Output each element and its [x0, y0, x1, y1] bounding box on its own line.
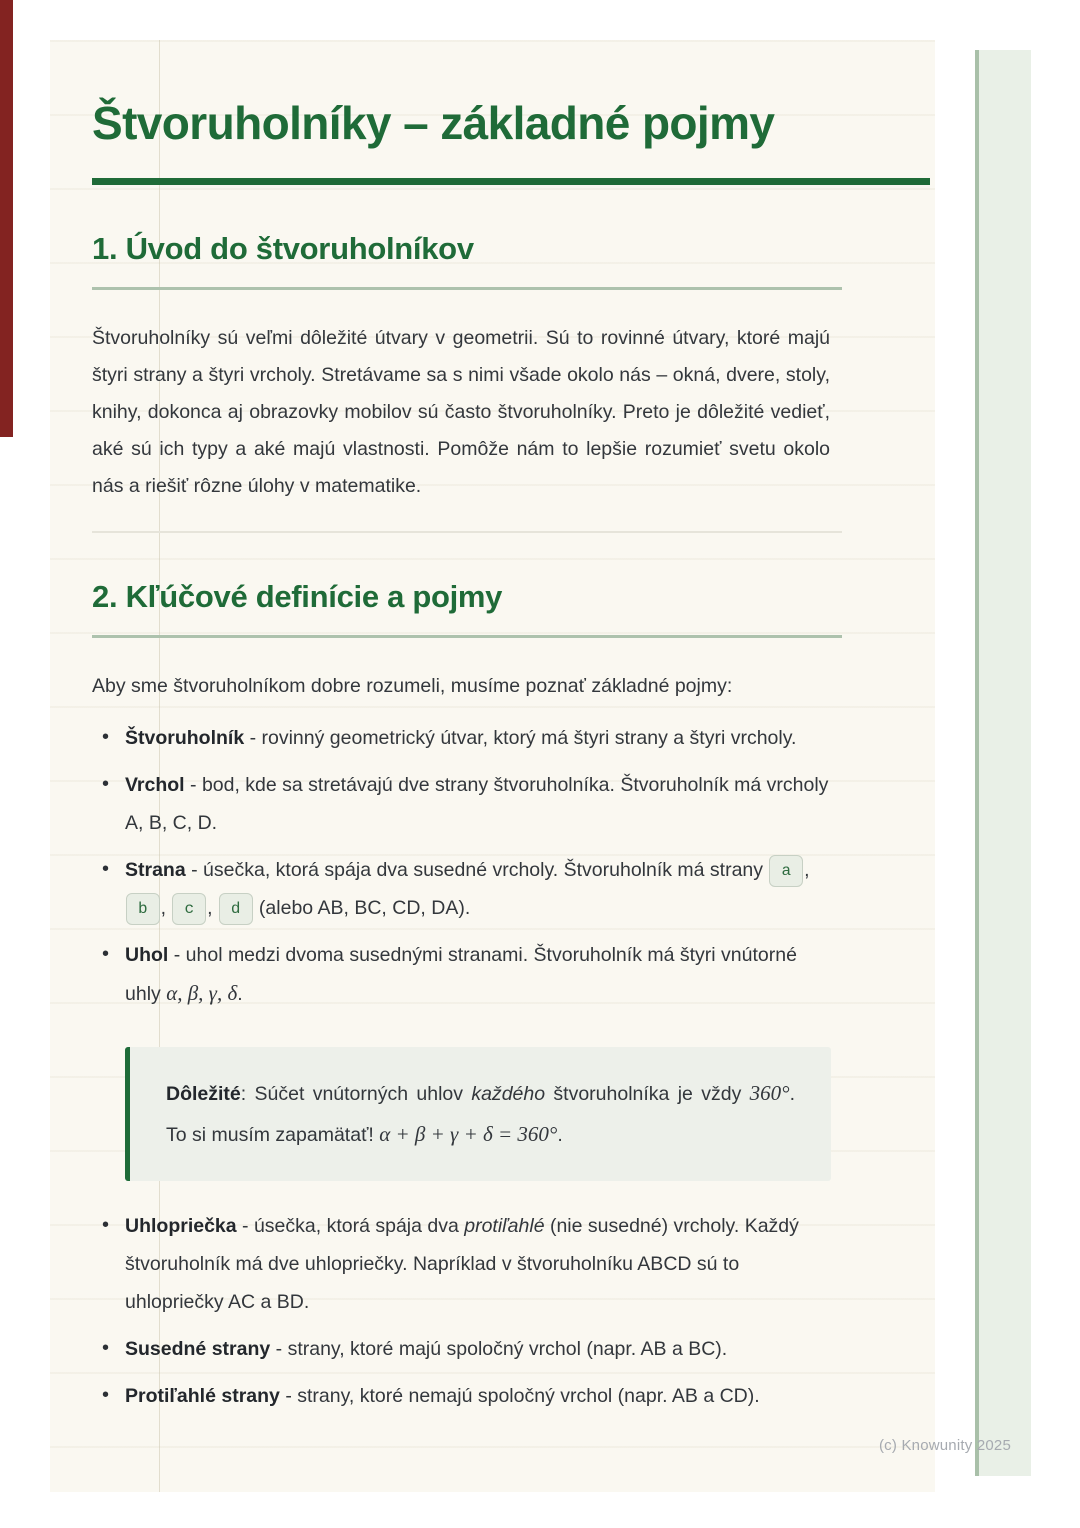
term-label: Strana — [125, 859, 186, 881]
title-rule — [92, 178, 930, 185]
list-item-susedne-strany — [92, 1330, 837, 1368]
term-label: Susedné strany — [125, 1338, 271, 1360]
term-label: Štvoruholník — [125, 727, 245, 749]
page-edge-strip — [975, 50, 1031, 1476]
list-item-uhlopriecka — [92, 1207, 837, 1321]
math-angle-sum-equation: α + β + γ + δ = 360° — [379, 1122, 558, 1146]
term-text: - úsečka, ktorá spája dva susedné vrcholy. Štvoruholník má strany — [185, 859, 764, 881]
bullet-icon: • — [102, 1337, 110, 1359]
section-2-heading: 2. Kľúčové definície a pojmy — [92, 579, 503, 614]
callout-emphasis: každého — [471, 1083, 546, 1105]
callout-text: štvoruholníka je vždy — [545, 1083, 750, 1105]
side-chip-b: b — [126, 893, 160, 925]
side-chip-a: a — [769, 855, 803, 887]
chip-separator: , — [160, 897, 167, 919]
section-1-paragraph: Štvoruholníky sú veľmi dôležité útvary v geometrii. Sú to rovinné útvary, ktoré majú štyri strany a štyri vrcholy. Stretávame sa s nimi všade okolo nás – okná, dvere, stoly, knihy, dokonca aj obrazovky mobilov sú často štvoruholníky. Preto je dôležité vedieť, aké sú ich typy a aké majú vlastnosti. Pomôže nám to lepšie rozumieť svetu okolo nás a riešiť rôzne úlohy v matematike. — [92, 327, 830, 497]
section-1-rule — [92, 287, 842, 290]
section-1-heading: 1. Úvod do štvoruholníkov — [92, 231, 474, 266]
term-text: - úsečka, ktorá spája dva — [236, 1215, 465, 1237]
callout-text: : Súčet vnútorných uhlov — [240, 1083, 472, 1105]
callout-label: Dôležité — [166, 1083, 241, 1105]
term-label: Vrchol — [125, 774, 185, 796]
term-label: Uhol — [125, 944, 169, 966]
side-chip-d: d — [219, 893, 253, 925]
callout-text: . — [557, 1124, 563, 1146]
bullet-icon: • — [102, 1384, 110, 1406]
term-text: . — [237, 983, 243, 1005]
bullet-icon: • — [102, 726, 110, 748]
bullet-icon: • — [102, 773, 110, 795]
section-divider — [92, 531, 842, 533]
term-text: - bod, kde sa stretávajú dve strany štvoruholníka. Štvoruholník má vrcholy A, B, C, D. — [125, 774, 829, 834]
term-text: - strany, ktoré majú spoločný vrchol (napr. AB a BC). — [270, 1338, 728, 1360]
section-2-rule — [92, 635, 842, 638]
page-title: Štvoruholníky – základné pojmy — [92, 97, 775, 149]
bullet-icon: • — [102, 943, 110, 965]
definition-list — [92, 719, 837, 1013]
math-angles: α, β, γ, δ — [166, 981, 238, 1005]
section-definitions — [92, 577, 930, 1415]
definition-list-continued — [92, 1207, 837, 1415]
list-item-uhol — [92, 936, 837, 1013]
term-text: - strany, ktoré nemajú spoločný vrchol (napr. AB a CD). — [279, 1385, 760, 1407]
term-text: - rovinný geometrický útvar, ktorý má štyri strany a štyri vrcholy. — [244, 727, 797, 749]
bullet-icon: • — [102, 1214, 110, 1236]
term-label: Protiľahlé strany — [125, 1385, 280, 1407]
term-label: Uhlopriečka — [125, 1215, 237, 1237]
note-content — [92, 40, 930, 1415]
chip-separator: , — [804, 859, 810, 881]
term-text: - uhol medzi dvoma susednými stranami. Štvoruholník má štyri vnútorné uhly — [125, 944, 797, 1005]
list-item-stvoruholnik — [92, 719, 837, 757]
note-sheet — [50, 40, 935, 1492]
red-bookmark-strip — [0, 0, 13, 437]
term-text: (alebo AB, BC, CD, DA). — [253, 897, 471, 919]
term-emphasis: protiľahlé — [464, 1215, 545, 1237]
list-item-protilahle-strany — [92, 1377, 837, 1415]
side-chip-c: c — [172, 893, 206, 925]
list-item-vrchol — [92, 766, 837, 842]
copyright-note: (c) Knowunity 2025 — [878, 1437, 1011, 1454]
bullet-icon: • — [102, 858, 110, 880]
section-intro — [92, 229, 930, 505]
math-360: 360° — [749, 1081, 790, 1105]
list-item-strana — [92, 851, 837, 927]
section-2-intro: Aby sme štvoruholníkom dobre rozumeli, musíme poznať základné pojmy: — [92, 675, 733, 697]
important-callout — [125, 1047, 831, 1181]
term-text: (nie susedné) vrcholy. Každý štvoruholník má dve uhlopriečky. Napríklad v štvoruholníku ABCD sú to uhlopriečky AC a BD. — [125, 1215, 799, 1313]
chip-separator: , — [207, 897, 213, 919]
callout-text: . To si musím zapamätať! — [166, 1083, 795, 1146]
